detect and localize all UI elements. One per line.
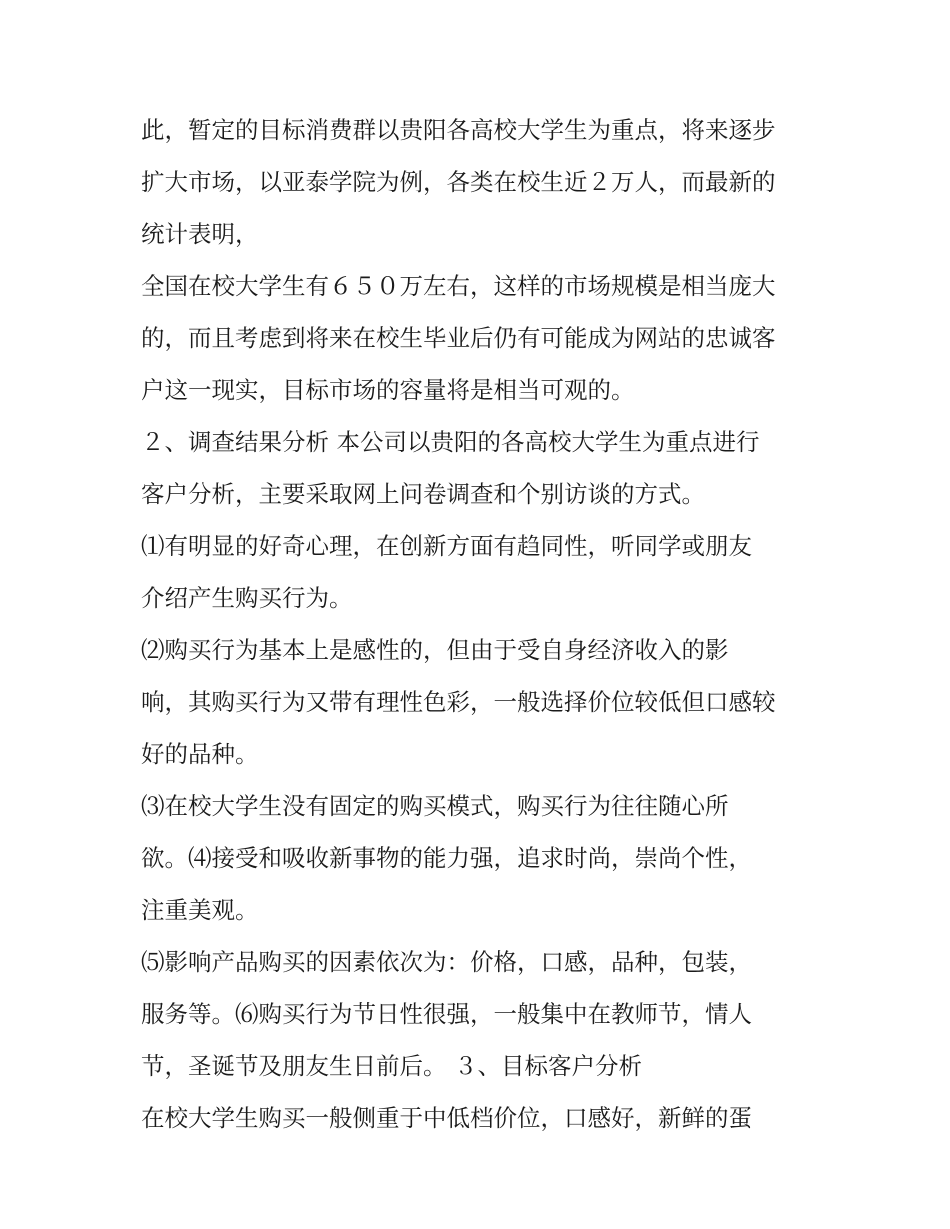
text-line: 全国在校大学生有６５０万左右，这样的市场规模是相当庞大 (141, 272, 776, 300)
text-line: ⑴有明显的好奇心理，在创新方面有趋同性，听同学或朋友 (141, 532, 752, 560)
text-line: ２、调查结果分析 本公司以贵阳的各高校大学生为重点进行 (141, 428, 760, 456)
text-line: 介绍产生购买行为。 (141, 584, 353, 612)
text-line: 的，而且考虑到将来在校生毕业后仍有可能成为网站的忠诚客 (141, 324, 776, 352)
text-line: 欲。⑷接受和吸收新事物的能力强，追求时尚，崇尚个性， (141, 844, 752, 872)
text-line: 户这一现实，目标市场的容量将是相当可观的。 (141, 376, 635, 404)
text-line: 响，其购买行为又带有理性色彩，一般选择价位较低但口感较 (141, 688, 776, 716)
text-line: 好的品种。 (141, 740, 259, 768)
text-line: 在校大学生购买一般侧重于中低档价位，口感好，新鲜的蛋 (141, 1104, 752, 1132)
document-body (141, 104, 831, 1144)
text-line: ⑵购买行为基本上是感性的，但由于受自身经济收入的影 (141, 636, 729, 664)
text-line: ⑸影响产品购买的因素依次为：价格，口感，品种，包装， (141, 948, 752, 976)
text-line: 节，圣诞节及朋友生日前后。 ３、目标客户分析 (141, 1052, 642, 1080)
text-line: 统计表明， (141, 220, 259, 248)
text-line: ⑶在校大学生没有固定的购买模式，购买行为往往随心所 (141, 792, 729, 820)
text-line: 注重美观。 (141, 896, 259, 924)
text-line: 客户分析，主要采取网上问卷调查和个别访谈的方式。 (141, 480, 705, 508)
text-line: 此，暂定的目标消费群以贵阳各高校大学生为重点，将来逐步 (141, 116, 776, 144)
text-line: 服务等。⑹购买行为节日性很强，一般集中在教师节，情人 (141, 1000, 752, 1028)
text-line: 扩大市场，以亚泰学院为例，各类在校生近２万人，而最新的 (141, 168, 776, 196)
